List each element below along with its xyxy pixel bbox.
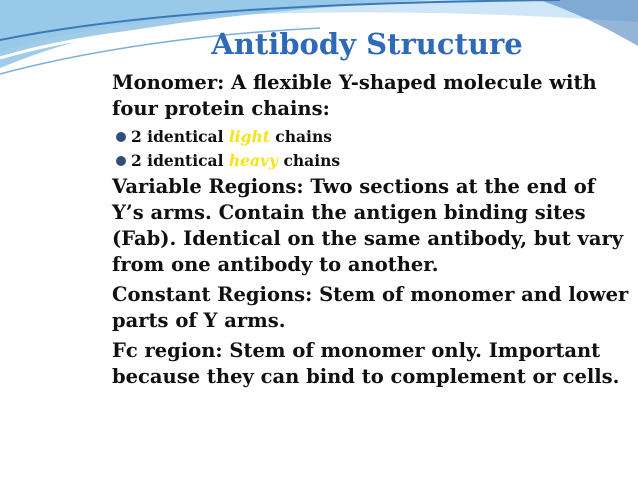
bullet-pre: 2 identical (131, 151, 229, 170)
slide-title: Antibody Structure (211, 27, 523, 61)
bullet-post: chains (278, 151, 341, 170)
bullet-pre: 2 identical (131, 127, 229, 146)
bullet-heavy-chains (116, 150, 632, 171)
slide-body (112, 70, 632, 394)
bullet-icon (116, 156, 126, 166)
constant-regions-paragraph: Constant Regions: Stem of monomer and lower parts of Y arms. (112, 283, 629, 332)
monomer-paragraph: Monomer: A flexible Y-shaped molecule with four protein chains: (112, 71, 597, 120)
fc-region-paragraph: Fc region: Stem of monomer only. Important because they can bind to complement or cells. (112, 339, 620, 388)
highlight-light: light (228, 127, 270, 146)
bullet-light-chains (116, 126, 632, 147)
bullet-post: chains (269, 127, 332, 146)
bullet-icon (116, 132, 126, 142)
highlight-heavy: heavy (228, 151, 279, 170)
variable-regions-paragraph: Variable Regions: Two sections at the end of Y’s arms. Contain the antigen binding sites (Fab). Identical on the same antibody, but vary from one antibody to another. (112, 175, 624, 276)
